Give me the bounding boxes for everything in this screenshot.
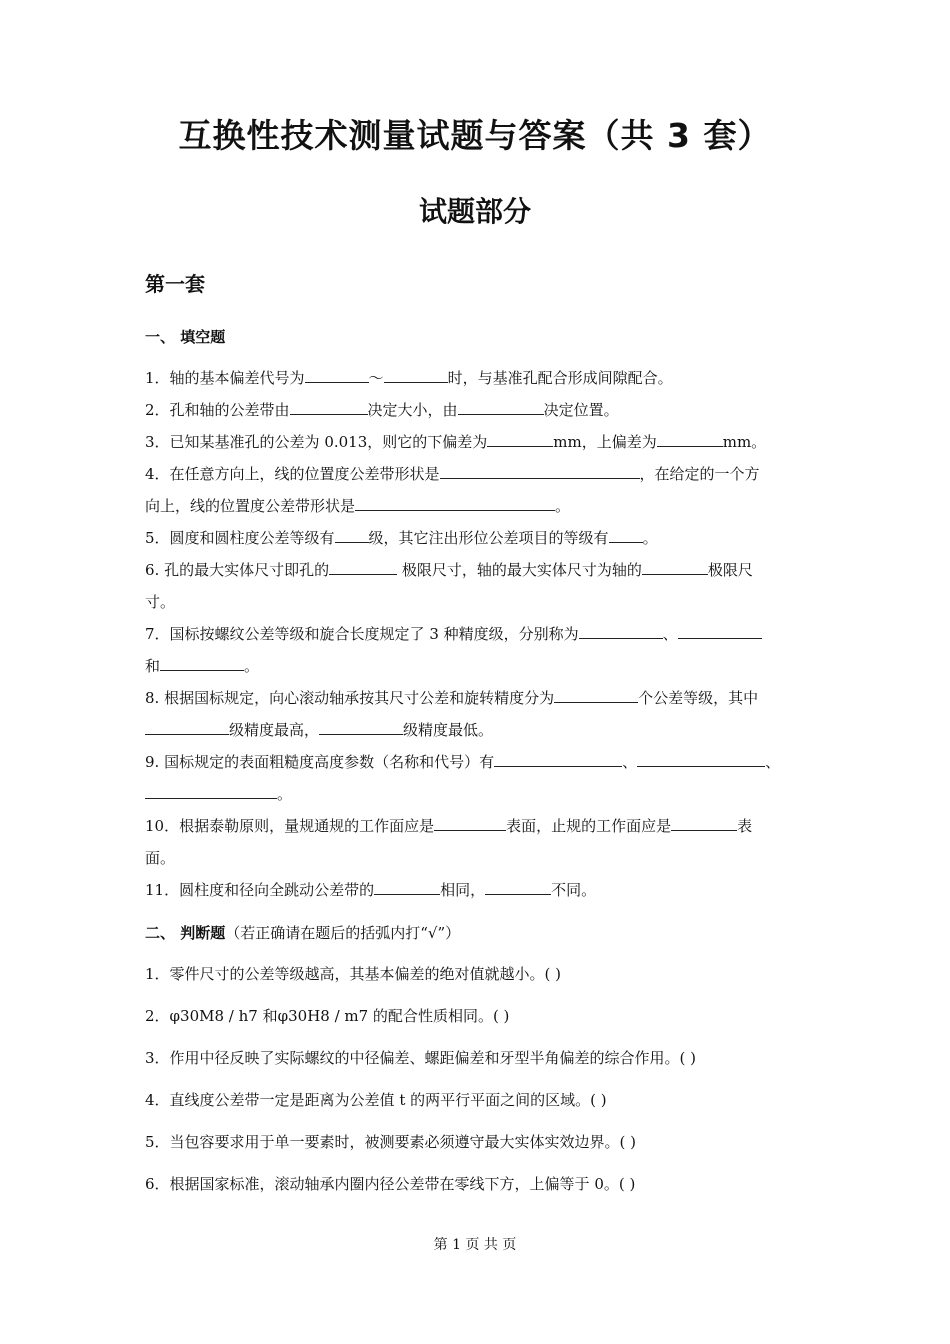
fill-question-4-line-1 <box>145 464 807 484</box>
q7-text-a: 7．国标按螺纹公差等级和旋合长度规定了 3 种精度级，分别称为 <box>145 625 579 643</box>
q8-text-d: 级精度最低。 <box>403 721 494 739</box>
q10-text-c: 表 <box>737 817 753 835</box>
fill-question-7-line-1 <box>145 624 807 644</box>
q6-text-a: 6. 孔的最大实体尺寸即孔的 <box>145 561 330 579</box>
judge-question-1: 1．零件尺寸的公差等级越高，其基本偏差的绝对值就越小。( ) <box>145 965 562 983</box>
fill-question-10-line-2 <box>145 848 807 868</box>
q11-text-b: 相同， <box>440 881 486 899</box>
section-fill-label: 一、 填空题 <box>145 328 226 346</box>
blank <box>609 528 643 543</box>
fill-question-5 <box>145 528 807 548</box>
fill-question-11 <box>145 880 807 900</box>
q4-text-d: 。 <box>555 497 571 515</box>
q10-text-a: 10．根据泰勒原则，量规通规的工作面应是 <box>145 817 435 835</box>
blank <box>458 400 544 415</box>
blank <box>329 560 397 575</box>
q1-text-b: ～ <box>368 369 384 387</box>
q2-text-b: 决定大小，由 <box>367 401 458 419</box>
q7-text-b: 、 <box>662 625 678 643</box>
fill-question-7-line-2 <box>145 656 807 676</box>
judge-question-3: 3．作用中径反映了实际螺纹的中径偏差、螺距偏差和牙型半角偏差的综合作用。( ) <box>145 1049 697 1067</box>
fill-question-3 <box>145 432 807 452</box>
page-footer: 第 1 页 共 页 <box>433 1237 517 1253</box>
blank <box>305 368 369 383</box>
q9-text-b: 、 <box>622 753 638 771</box>
blank <box>485 880 551 895</box>
q3-text-b: mm，上偏差为 <box>553 433 657 451</box>
q8-text-c: 级精度最高， <box>229 721 320 739</box>
fill-question-6-line-1 <box>145 560 807 580</box>
q7-text-d: 。 <box>244 657 260 675</box>
q8-text-a: 8. 根据国标规定，向心滚动轴承按其尺寸公差和旋转精度分为 <box>145 689 555 707</box>
document-subtitle: 试题部分 <box>418 195 531 228</box>
judge-question-5: 5．当包容要求用于单一要素时，被测要素必须遵守最大实体实效边界。( ) <box>145 1133 637 1151</box>
blank <box>554 688 638 703</box>
judge-question-4: 4．直线度公差带一定是距离为公差值 t 的两平行平面之间的区域。( ) <box>145 1091 607 1109</box>
q10-text-b: 表面，止规的工作面应是 <box>506 817 672 835</box>
judge-question-2: 2．φ30M8 / h7 和φ30H8 / m7 的配合性质相同。( ) <box>145 1007 510 1025</box>
blank <box>384 368 448 383</box>
fill-question-1 <box>145 368 807 388</box>
set-title: 第一套 <box>145 272 205 296</box>
q2-text-a: 2．孔和轴的公差带由 <box>145 401 290 419</box>
q6-text-b: 极限尺寸，轴的最大实体尺寸为轴的 <box>397 561 642 579</box>
q6-text-c: 极限尺 <box>707 561 753 579</box>
blank <box>637 752 765 767</box>
q5-text-a: 5．圆度和圆柱度公差等级有 <box>145 529 335 547</box>
q1-text-c: 时，与基准孔配合形成间隙配合。 <box>447 369 673 387</box>
blank <box>678 624 762 639</box>
blank <box>160 656 244 671</box>
blank <box>319 720 403 735</box>
fill-question-8-line-1 <box>145 688 807 708</box>
q8-text-b: 个公差等级，其中 <box>638 689 759 707</box>
blank <box>440 464 640 479</box>
q3-text-a: 3．已知某基准孔的公差为 0.013，则它的下偏差为 <box>145 433 488 451</box>
fill-question-9-line-1 <box>145 752 807 772</box>
fill-question-8-line-2 <box>145 720 807 740</box>
blank <box>642 560 708 575</box>
blank <box>579 624 663 639</box>
blank <box>145 784 277 799</box>
blank <box>671 816 737 831</box>
q11-text-c: 不同。 <box>551 881 597 899</box>
document-title: 互换性技术测量试题与答案（共 3 套） <box>178 116 772 155</box>
q7-text-c: 和 <box>145 657 161 675</box>
section-judge-note: （若正确请在题后的括弧内打“√”） <box>225 924 461 942</box>
blank <box>374 880 440 895</box>
q2-text-c: 决定位置。 <box>543 401 619 419</box>
q6-text-d: 寸。 <box>145 593 176 611</box>
q4-text-c: 向上，线的位置度公差带形状是 <box>145 497 356 515</box>
blank <box>657 432 723 447</box>
q1-text-a: 1．轴的基本偏差代号为 <box>145 369 305 387</box>
blank <box>494 752 622 767</box>
q10-text-d: 面。 <box>145 849 176 867</box>
blank <box>355 496 555 511</box>
blank <box>487 432 553 447</box>
q9-text-a: 9. 国标规定的表面粗糙度高度参数（名称和代号）有 <box>145 753 495 771</box>
section-fill-heading <box>145 326 225 347</box>
fill-question-10-line-1 <box>145 816 807 836</box>
section-judge-heading <box>145 922 460 943</box>
q9-text-d: 。 <box>277 785 293 803</box>
q4-text-b: ，在给定的一个方 <box>639 465 760 483</box>
q4-text-a: 4．在任意方向上，线的位置度公差带形状是 <box>145 465 440 483</box>
blank <box>335 528 369 543</box>
fill-question-6-line-2 <box>145 592 807 612</box>
blank <box>290 400 368 415</box>
q3-text-c: mm。 <box>722 433 767 451</box>
section-judge-label: 二、 判断题 <box>145 924 226 942</box>
q5-text-b: 级，其它注出形位公差项目的等级有 <box>368 529 609 547</box>
q9-text-c: 、 <box>765 753 781 771</box>
fill-question-2 <box>145 400 807 420</box>
fill-question-4-line-2 <box>145 496 807 516</box>
judge-question-6: 6．根据国家标准，滚动轴承内圈内径公差带在零线下方，上偏等于 0。( ) <box>145 1175 636 1193</box>
q11-text-a: 11．圆柱度和径向全跳动公差带的 <box>145 881 375 899</box>
blank <box>145 720 229 735</box>
q5-text-c: 。 <box>642 529 658 547</box>
fill-question-9-line-2 <box>145 784 807 804</box>
blank <box>434 816 506 831</box>
